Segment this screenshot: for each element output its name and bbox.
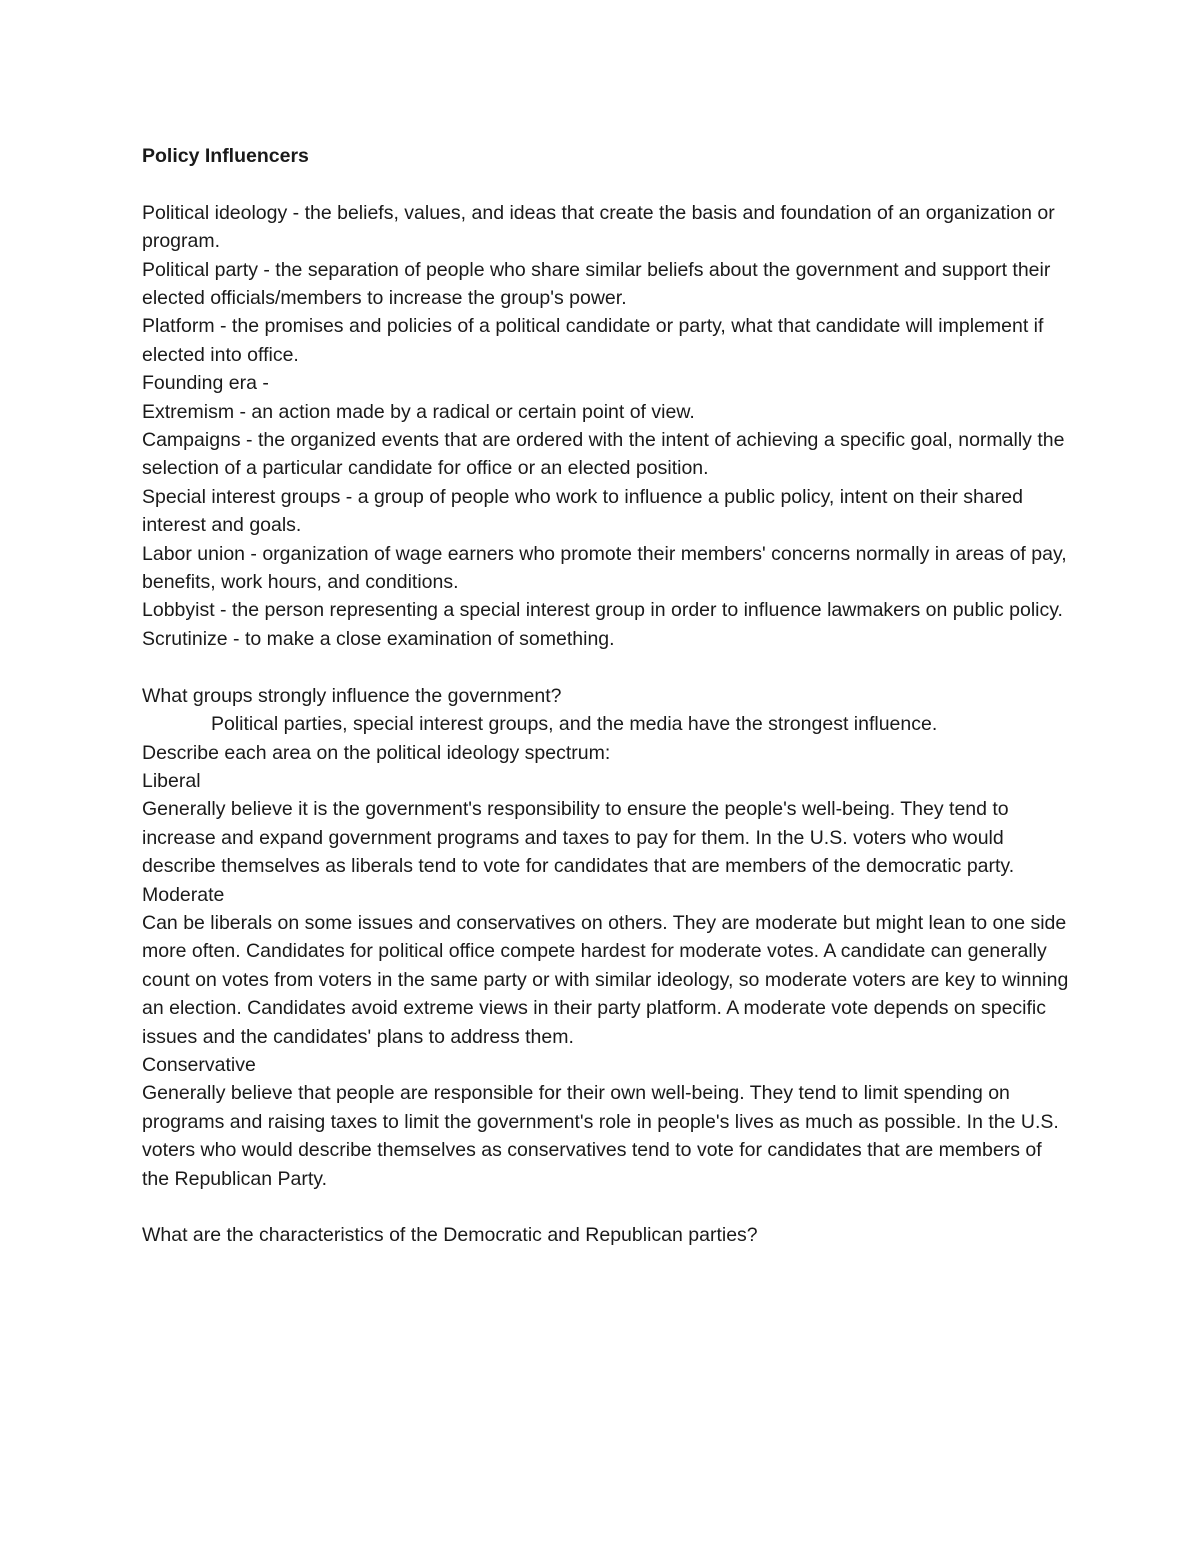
- conservative-description: Generally believe that people are responsible for their own well-being. They tend to limit spending on programs and raising taxes to limit the government's role in people's lives as much as possible. In the U.S. voters who would describe themselves as conservatives tend to vote for candidates that are members of the Republican Party.: [142, 1082, 1059, 1190]
- question-party-characteristics: What are the characteristics of the Democratic and Republican parties?: [142, 1224, 758, 1247]
- conservative-heading: Conservative: [142, 1053, 256, 1076]
- answer-influence-groups: Political parties, special interest groups, and the media have the strongest influence.: [211, 713, 938, 736]
- document-title: Policy Influencers: [142, 145, 309, 167]
- term-extremism: Extremism - an action made by a radical or certain point of view.: [142, 400, 695, 423]
- term-special-interest-groups: Special interest groups - a group of people who work to influence a public policy, intent on their shared interest and goals.: [142, 485, 1023, 537]
- document-body: [142, 142, 1072, 1250]
- term-platform: Platform - the promises and policies of a political candidate or party, what that candidate will implement if elected into office.: [142, 315, 1044, 366]
- liberal-heading: Liberal: [142, 769, 201, 792]
- term-campaigns: Campaigns - the organized events that are ordered with the intent of achieving a specific goal, normally the selection of a particular candidate for office or an elected position.: [142, 429, 1065, 480]
- blank-line: [142, 653, 1072, 681]
- term-founding-era: Founding era -: [142, 372, 269, 395]
- term-political-party: Political party - the separation of people who share similar beliefs about the government and support their elected officials/members to increase the group's power.: [142, 258, 1051, 310]
- term-political-ideology: Political ideology - the beliefs, values, and ideas that create the basis and foundation of an organization or program.: [142, 201, 1055, 253]
- moderate-heading: Moderate: [142, 883, 225, 906]
- question-influence-groups: What groups strongly influence the government?: [142, 684, 562, 707]
- liberal-description: Generally believe it is the government's responsibility to ensure the people's well-being. They tend to increase and expand government programs and taxes to pay for them. In the U.S. voters who would describe themselves as liberals tend to vote for candidates that are members of the democratic party.: [142, 798, 1015, 878]
- blank-line: [142, 170, 1072, 198]
- spectrum-prompt: Describe each area on the political ideology spectrum:: [142, 741, 611, 764]
- term-labor-union: Labor union - organization of wage earners who promote their members' concerns normally in areas of pay, benefits, work hours, and conditions.: [142, 542, 1067, 594]
- blank-line: [142, 1193, 1072, 1221]
- term-scrutinize: Scrutinize - to make a close examination of something.: [142, 627, 615, 650]
- term-lobbyist: Lobbyist - the person representing a special interest group in order to influence lawmakers on public policy.: [142, 599, 1063, 622]
- moderate-description: Can be liberals on some issues and conservatives on others. They are moderate but might lean to one side more often. Candidates for political office compete hardest for moderate votes. A candidate can generally count on votes from voters in the same party or with similar ideology, so moderate voters are key to winning an election. Candidates avoid extreme views in their party platform. A moderate vote depends on specific issues and the candidates' plans to address them.: [142, 911, 1069, 1048]
